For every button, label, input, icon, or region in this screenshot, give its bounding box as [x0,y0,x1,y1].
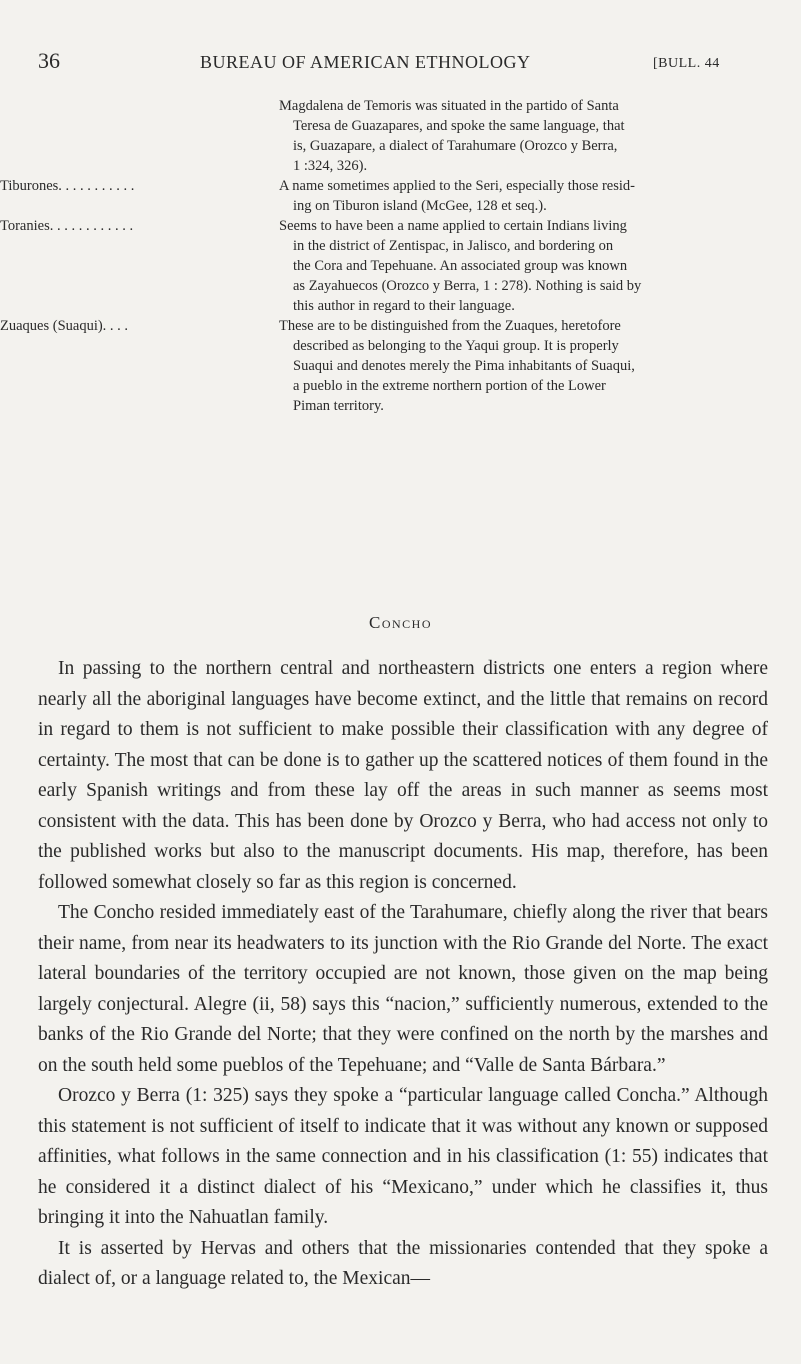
running-head: BUREAU OF AMERICAN ETHNOLOGY [200,52,531,72]
entry-line: a pueblo in the extreme northern portion of the Lower [293,378,606,394]
entry-line: Magdalena de Temoris was situated in the partido of Santa [279,98,619,114]
entry-description [279,96,769,176]
paragraph: It is asserted by Hervas and others that the missionaries contended that they spoke a dialect of, or a language related to, the Mexican— [38,1237,768,1289]
entry-line: is, Guazapare, a dialect of Tarahumare (Orozco y Berra, [293,138,618,154]
paragraph: In passing to the northern central and northeastern districts one enters a region where nearly all the aboriginal languages have become extinct, and the little that remains on record in regard to them is not sufficient to make possible their classification with any degree of certainty. The most that can be done is to gather up the scattered notices of them found in the early Spanish writings and from these lay off the areas in such manner as seems most consistent with the data. This has been done by Orozco y Berra, who had access not only to the published works but also to the manuscript documents. His map, therefore, has been followed somewhat closely so far as this region is concerned. [38,658,768,893]
entry-line: in the district of Zentispac, in Jalisco, and bordering on [293,238,614,254]
entry-description [279,216,769,316]
glossary-entry [0,216,801,316]
entry-term: Toranies. . . . . . . . . . . . [0,218,134,234]
entry-line: Seems to have been a name applied to certain Indians living [279,218,627,234]
glossary-entry [0,96,801,176]
section-heading: Concho [368,613,432,632]
glossary-entries [0,96,801,416]
glossary-entry [0,316,801,416]
glossary-entry [0,176,801,216]
entry-line: the Cora and Tepehuane. An associated group was known [293,258,628,274]
entry-description [279,316,769,416]
entry-term: Tiburones. . . . . . . . . . . [0,178,135,194]
entry-term: Zuaques (Suaqui). . . . [0,318,129,334]
entry-line: this author in regard to their language. [293,298,515,314]
entry-line: Piman territory. [293,398,384,414]
entry-line: These are to be distinguished from the Zuaques, heretofore [279,318,621,334]
bulletin-reference: [BULL. 44 [653,56,720,71]
page-header [0,38,801,78]
entry-line: described as belonging to the Yaqui group. It is properly [293,338,619,354]
entry-description [279,176,769,216]
paragraph: The Concho resided immediately east of the Tarahumare, chiefly along the river that bears their name, from near its headwaters to its junction with the Rio Grande del Norte. The exact lateral boundaries of the territory occupied are not known, those given on the map being largely conjectural. Alegre (ii, 58) says this “nacion,” sufficiently numerous, extended to the banks of the Rio Grande del Norte; that they were confined on the north by the marshes and on the south held some pueblos of the Tepehuane; and “Valle de Santa Bárbara.” [38,902,768,1076]
entry-line: ing on Tiburon island (McGee, 128 et seq.). [293,198,547,214]
entry-line: A name sometimes applied to the Seri, especially those resid- [279,178,635,194]
entry-line: Suaqui and denotes merely the Pima inhabitants of Suaqui, [293,358,635,374]
entry-line: Teresa de Guazapares, and spoke the same language, that [293,118,625,134]
paragraph: Orozco y Berra (1: 325) says they spoke a “particular language called Concha.” Although this statement is not sufficient of itself to indicate that it was without any known or supposed affinities, what follows in the same connection and in his classification (1: 55) indicates that he considered it a distinct dialect of his “Mexicano,” under which he classifies it, thus bringing it into the Nahuatlan family. [38,1085,768,1228]
entry-line: 1 :324, 326). [293,158,368,174]
page-number: 36 [38,48,60,73]
entry-line: as Zayahuecos (Orozco y Berra, 1 : 278). Nothing is said by [293,278,642,294]
body-text [38,654,768,1295]
